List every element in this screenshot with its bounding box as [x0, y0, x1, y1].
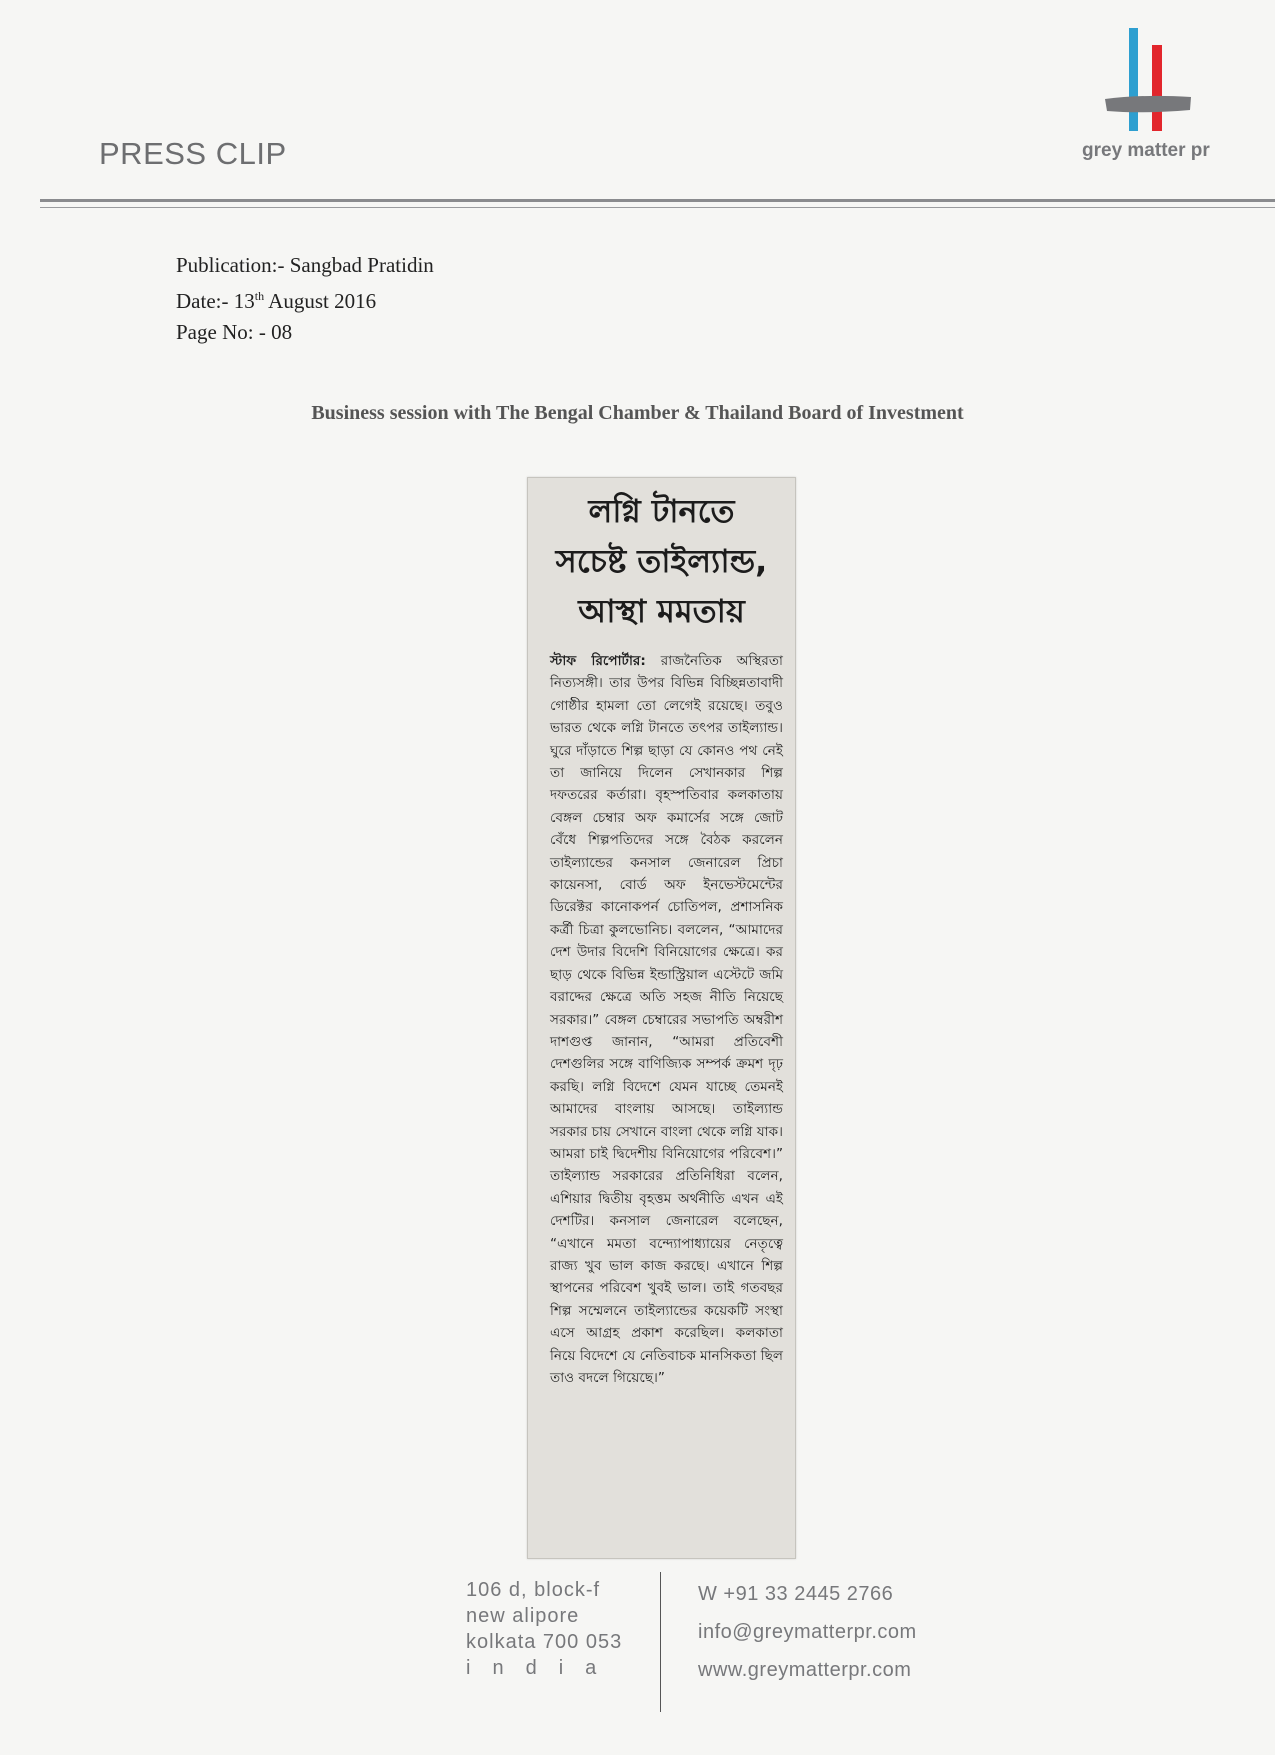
clipping-headline: লগ্নি টানতে সচেষ্ট তাইল্যান্ড, আস্থা মমতায় — [555, 492, 768, 630]
footer-divider — [660, 1572, 661, 1712]
footer-address: 106 d, block-f new alipore kolkata 700 053 india — [466, 1579, 623, 1679]
logo-mark-icon — [1103, 28, 1203, 138]
newspaper-clipping — [527, 477, 796, 1559]
clipping-text: রাজনৈতিক অস্থিরতা নিত্যসঙ্গী। তার উপর বিভিন্ন বিচ্ছিন্নতাবাদী গোষ্ঠীর হামলা তো লেগেই রয়েছে। তবুও ভারত থেকে লগ্নি টানতে তৎপর তাইল্যান্ড। ঘুরে দাঁড়াতে শিল্প ছাড়া যে কোনও পথ নেই তা জানিয়ে দিলেন সেখানকার শিল্প দফতরের কর্তারা। বৃহস্পতিবার কলকাতায় বেঙ্গল চেম্বার অফ কমার্সের সঙ্গে জোট বেঁধে শিল্পপতিদের সঙ্গে বৈঠক করলেন তাইল্যান্ডের কনসাল জেনারেল প্রিচা কায়েনসা, বোর্ড অফ ইনভেস্টমেন্টের ডিরেক্টর কানোকপর্ন চোতিপল, প্রশাসনিক কর্ত্রী চিত্রা কুলভোনিচ। বললেন, “আমাদের দেশ উদার বিদেশি বিনিয়োগের ক্ষেত্রে। কর ছাড় থেকে বিভিন্ন ইন্ডাস্ট্রিয়াল এস্টেটে জমি বরাদ্দের ক্ষেত্রে অতি সহজ নীতি নিয়েছে সরকার।” বেঙ্গল চেম্বারের সভাপতি অম্বরীশ দাশগুপ্ত জানান, “আমরা প্রতিবেশী দেশগুলির সঙ্গে বাণিজ্যিক সম্পর্ক ক্রমশ দৃঢ় করছি। লগ্নি বিদেশে যেমন যাচ্ছে তেমনই আমাদের বাংলায় আসছে। তাইল্যান্ড সরকার চায় সেখানে বাংলা থেকে লগ্নি যাক। আমরা চাই দ্বিদেশীয় বিনিয়োগের পরিবেশ।” তাইল্যান্ড সরকারের প্রতিনিধিরা বলেন, এশিয়ার দ্বিতীয় বৃহত্তম অর্থনীতি এখন এই দেশটির। কনসাল জেনারেল বলেছেন, “এখানে মমতা বন্দ্যোপাধ্যায়ের নেতৃত্বে রাজ্য খুব ভাল কাজ করছে। এখানে শিল্প স্থাপনের পরিবেশ খুবই ভাল। তাই গতবছর শিল্প সম্মেলনে তাইল্যান্ডের কয়েকটি সংস্থা এসে আগ্রহ প্রকাশ করেছিল। কলকাতা নিয়ে বিদেশে যে নেতিবাচক মানসিকতা ছিল তাও বদলে গিয়েছে।” — [550, 653, 783, 1386]
clip-heading: Business session with The Bengal Chamber & Thailand Board of Investment — [311, 402, 964, 424]
footer-email: info@greymatterpr.com — [698, 1621, 917, 1643]
footer-website: www.greymatterpr.com — [698, 1659, 912, 1681]
clipping-byline: স্টাফ রিপোর্টার: — [550, 653, 646, 669]
date-line: Date:- 13th August 2016 — [176, 289, 377, 313]
clipping-body — [550, 650, 783, 1389]
footer-contact — [698, 1575, 917, 1689]
page-title: PRESS CLIP — [99, 136, 287, 171]
publication-meta — [176, 250, 434, 348]
page-number-line: Page No: - 08 — [176, 320, 293, 344]
logo-text: grey matter pr — [1082, 140, 1210, 161]
publication-line: Publication:- Sangbad Pratidin — [176, 253, 434, 277]
grey-matter-logo — [1080, 28, 1230, 168]
header-divider-thin — [40, 207, 1275, 208]
header-divider — [40, 199, 1275, 202]
footer-phone: W +91 33 2445 2766 — [698, 1583, 894, 1605]
